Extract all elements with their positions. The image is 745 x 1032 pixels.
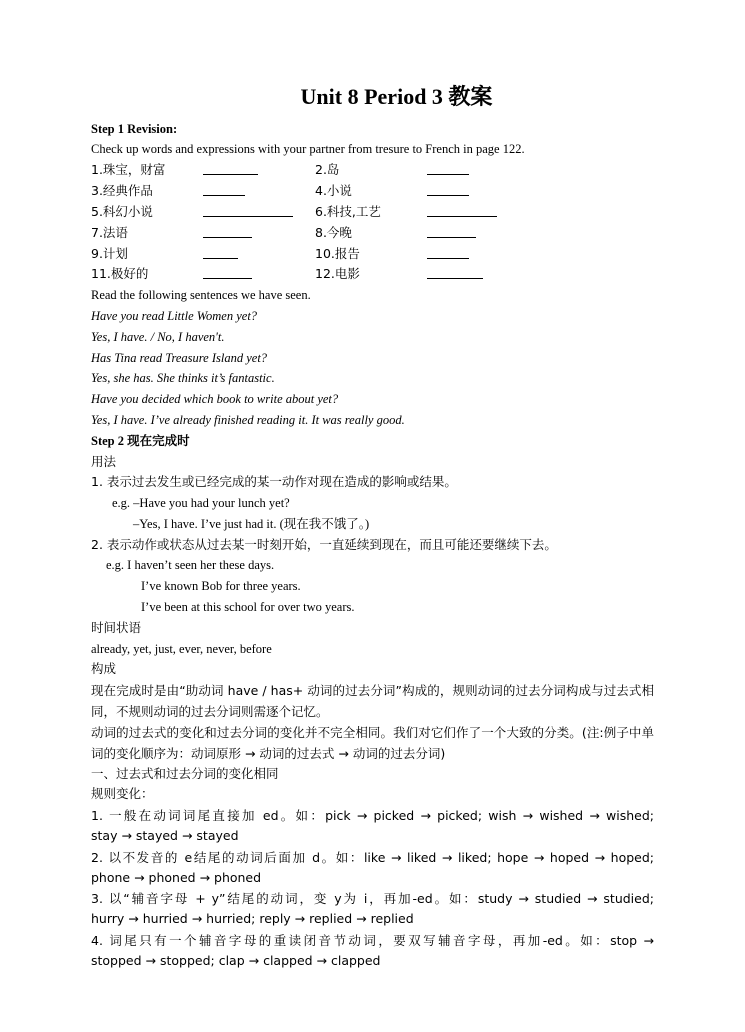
example-sentence: Yes, she has. She thinks it’s fantastic. [91,371,275,385]
vocab-row [91,162,651,178]
usage-2: 2. 表示动作或状态从过去某一时刻开始，一直延续到现在，而且可能还要继续下去。 [91,537,557,552]
usage-label: 用法 [91,454,117,469]
read-instruction: Read the following sentences we have seen. [91,288,311,302]
answer-blank [427,174,469,175]
example-sentence: Have you read Little Women yet? [91,309,258,323]
answer-blank [203,195,245,196]
usage-1: 1. 表示过去发生或已经完成的某一动作对现在造成的影响或结果。 [91,474,457,489]
answer-blank [203,258,238,259]
vocab-row [91,204,651,220]
answer-blank [427,195,469,196]
usage-2-example: e.g. I haven’t seen her these days. [106,558,275,572]
regular-label: 规则变化： [91,786,154,801]
usage-1-example: –Yes, I have. I’ve just had it. (现在我不饿了。) [133,517,370,531]
answer-blank [427,216,497,217]
vocab-row [91,225,651,241]
section-heading: 一、过去式和过去分词的变化相同 [91,766,279,781]
rule-line: phone → phoned → phoned [91,870,262,885]
vocab-right: 4.小说 [315,183,352,198]
answer-blank [203,237,252,238]
rule-line: 2. 以不发音的 e结尾的动词后面加 d。如：like → liked → liked; hope → hoped → hoped; [91,850,654,865]
vocab-row [91,266,651,282]
vocab-right: 2.岛 [315,162,340,177]
rule-line: stopped → stopped; clap → clapped → clapped [91,953,381,968]
step1-instruction: Check up words and expressions with your partner from tresure to French in page 122. [91,142,525,156]
vocab-left: 5.科幻小说 [91,204,153,219]
example-sentence: Yes, I have. / No, I haven't. [91,330,225,344]
rule-line: stay → stayed → stayed [91,828,239,843]
vocab-right: 12.电影 [315,266,360,281]
answer-blank [203,174,258,175]
rule-line: hurry → hurried → hurried; reply → replied → replied [91,911,414,926]
vocab-row [91,246,651,262]
step2-heading: Step 2 现在完成时 [91,434,190,448]
vocab-left: 7.法语 [91,225,128,240]
vocab-left: 11.极好的 [91,266,149,281]
adverbial-label: 时间状语 [91,620,142,635]
vocab-left: 9.计划 [91,246,128,261]
rule-line: 3. 以“辅音字母 + y”结尾的动词，变 y为 i，再加-ed。如：study → studied → studied; [91,891,654,906]
vocab-row [91,183,651,199]
usage-2-example: I’ve known Bob for three years. [141,579,301,593]
usage-2-example: I’ve been at this school for over two years. [141,600,355,614]
example-sentence: Has Tina read Treasure Island yet? [91,351,268,365]
answer-blank [427,278,483,279]
change-paragraph: 动词的过去式的变化和过去分词的变化并不完全相同。我们对它们作了一个大致的分类。(注:例子中单词的变化顺序为：动词原形 → 动词的过去式 → 动词的过去分词) [91,725,654,761]
rule-line: 1. 一般在动词词尾直接加 ed。如：pick → picked → picked; wish → wished → wished; [91,808,654,823]
adverbial-list: already, yet, just, ever, never, before [91,642,272,656]
vocab-right: 6.科技,工艺 [315,204,381,219]
step1-heading: Step 1 Revision: [91,122,178,136]
form-label: 构成 [91,661,117,676]
vocab-left: 1.珠宝，财富 [91,162,166,177]
vocab-left: 3.经典作品 [91,183,153,198]
example-sentence: Have you decided which book to write about yet? [91,392,339,406]
vocab-right: 10.报告 [315,246,360,261]
form-paragraph: 现在完成时是由“助动词 have / has+ 动词的过去分词”构成的，规则动词的过去分词构成与过去式相同，不规则动词的过去分词则需逐个记忆。 [91,683,654,719]
answer-blank [203,216,293,217]
page-title: Unit 8 Period 3 教案 [300,84,493,109]
rule-line: 4. 词尾只有一个辅音字母的重读闭音节动词，要双写辅音字母，再加-ed。如：stop → [91,933,654,948]
answer-blank [427,237,476,238]
answer-blank [427,258,469,259]
example-sentence: Yes, I have. I’ve already finished reading it. It was really good. [91,413,405,427]
answer-blank [203,278,252,279]
vocab-right: 8.今晚 [315,225,352,240]
usage-1-example: e.g. –Have you had your lunch yet? [112,496,290,510]
